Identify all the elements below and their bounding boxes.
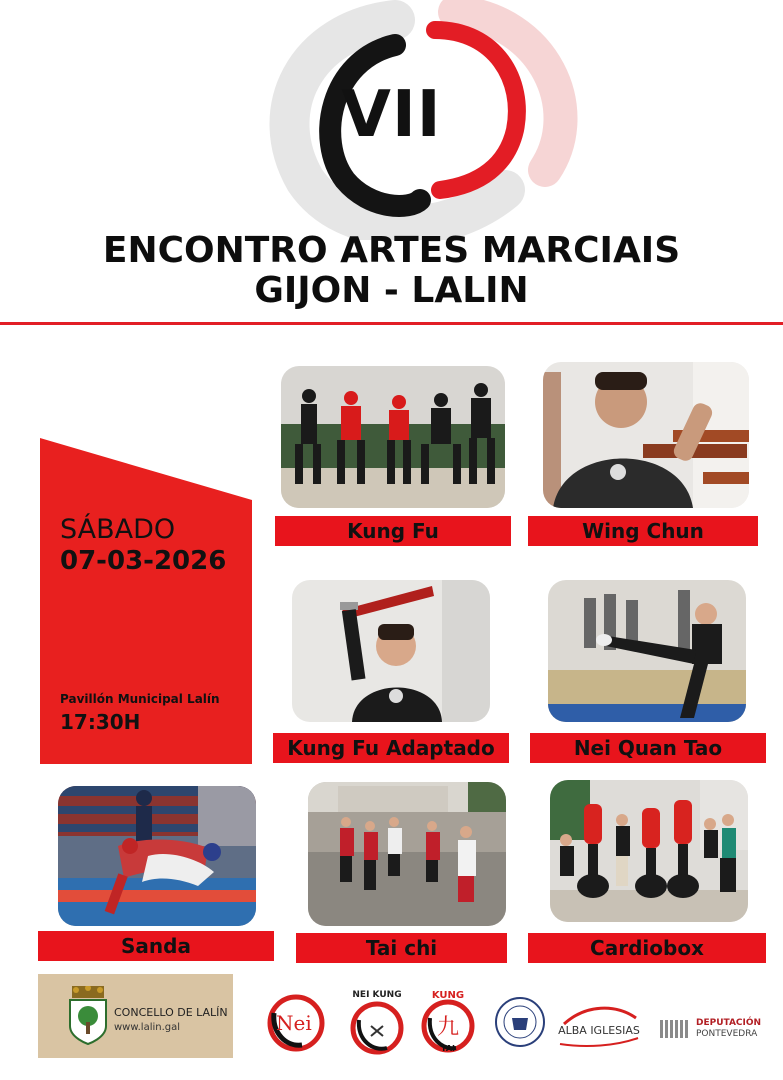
- nei-kung-text: NEI KUNG: [352, 990, 402, 1000]
- deputacion-logo: [660, 1018, 764, 1044]
- coat-of-arms-icon: [68, 986, 108, 1046]
- nei-kung-logo: [345, 990, 409, 1056]
- svg-text:九: 九: [436, 1015, 460, 1040]
- alba-iglesias-logo: [556, 1004, 642, 1048]
- photo-kung-fu-adaptado: [292, 580, 490, 722]
- photo-tai-chi: [308, 782, 506, 926]
- kung-text: KUNG: [431, 990, 465, 1001]
- federation-seal-logo: [494, 996, 546, 1048]
- label-kung-fu: Kung Fu: [275, 516, 511, 546]
- photo-cardiobox: [550, 780, 748, 922]
- event-time: 17:30H: [60, 710, 141, 734]
- alba-iglesias-text: ALBA IGLESIAS: [558, 1024, 640, 1037]
- label-tai-chi: Tai chi: [296, 933, 507, 963]
- concello-name: CONCELLO DE LALÍN: [114, 1006, 228, 1019]
- event-title-line1: ENCONTRO ARTES MARCIAIS: [102, 230, 681, 271]
- label-nei-quan-tao: Nei Quan Tao: [530, 733, 766, 763]
- event-venue: Pavillón Municipal Lalín: [60, 692, 220, 706]
- deputacion-text: DEPUTACIÓN: [696, 1018, 762, 1028]
- label-kung-fu-adaptado: Kung Fu Adaptado: [273, 733, 509, 763]
- event-date: 07-03-2026: [60, 546, 227, 576]
- nei-logo-text: Nei: [276, 1011, 312, 1035]
- concello-website: www.lalin.gal: [114, 1022, 181, 1033]
- nei-logo: [262, 993, 330, 1053]
- label-sanda: Sanda: [38, 931, 274, 961]
- kung-tai-logo: [418, 990, 478, 1056]
- tai-text: TAI: [440, 1044, 455, 1053]
- pontevedra-text: PONTEVEDRA: [696, 1029, 758, 1039]
- label-cardiobox: Cardiobox: [528, 933, 766, 963]
- photo-nei-quan-tao: [548, 580, 746, 722]
- photo-wing-chun: [543, 362, 749, 508]
- label-wing-chun: Wing Chun: [528, 516, 758, 546]
- photo-kung-fu: [281, 366, 505, 508]
- edition-number: VII: [341, 78, 442, 152]
- photo-sanda: [58, 786, 256, 926]
- divider: [0, 322, 783, 325]
- event-title-line2: GIJON - LALIN: [254, 270, 529, 311]
- event-day: SÁBADO: [60, 514, 176, 545]
